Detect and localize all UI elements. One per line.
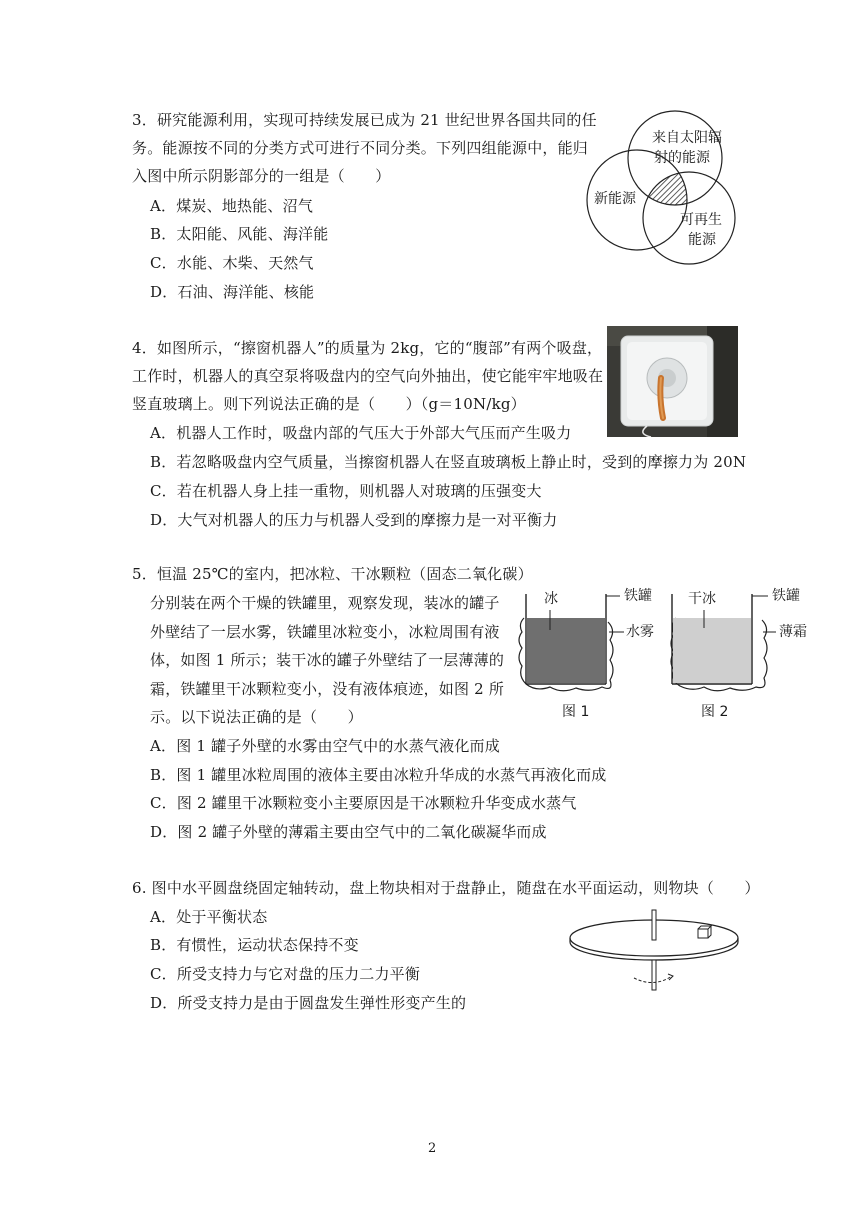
- fig1-can-label: 铁罐: [624, 588, 652, 604]
- q4-stem-line-2: 工作时，机器人的真空泵将吸盘内的空气向外抽出，使它能牢牢地吸在: [132, 367, 604, 385]
- venn-top-label-1: 来自太阳辐: [652, 130, 722, 146]
- fig2-dryice-label: 干冰: [688, 591, 716, 607]
- fig1-mist-label: 水雾: [626, 624, 654, 640]
- q3-stem-line-1: 3．研究能源利用，实现可持续发展已成为 21 世纪世界各国共同的任: [132, 111, 597, 129]
- fig2-caption: 图 2: [701, 704, 729, 720]
- q4-option-a[interactable]: A．机器人工作时，吸盘内部的气压大于外部大气压而产生吸力: [150, 424, 572, 442]
- venn-right-label-1: 可再生: [680, 212, 722, 228]
- q5-stem-line-1: 5．恒温 25℃的室内，把冰粒、干冰颗粒（固态二氧化碳）: [132, 565, 533, 583]
- q5-stem-line-5: 霜，铁罐里干冰颗粒变小，没有液体痕迹，如图 2 所: [150, 680, 505, 698]
- q4-option-c[interactable]: C．若在机器人身上挂一重物，则机器人对玻璃的压强变大: [150, 482, 542, 500]
- q5-stem-line-3: 外壁结了一层水雾，铁罐里冰粒变小，冰粒周围有液: [150, 623, 500, 641]
- q6-option-d[interactable]: D．所受支持力是由于圆盘发生弹性形变产生的: [150, 994, 467, 1012]
- rotating-disk-diagram: [566, 904, 746, 998]
- q4-stem-line-1: 4．如图所示，“擦窗机器人”的质量为 2kg，它的“腹部”有两个吸盘，: [132, 339, 603, 357]
- q5-option-d[interactable]: D．图 2 罐子外壁的薄霜主要由空气中的二氧化碳凝华而成: [150, 823, 547, 841]
- window-robot-photo: [607, 326, 738, 437]
- venn-top-label-2: 射的能源: [654, 150, 710, 166]
- q3-option-d[interactable]: D．石油、海洋能、核能: [150, 283, 315, 301]
- rotation-arrow-icon: [668, 974, 673, 980]
- q3-option-c[interactable]: C．水能、木柴、天然气: [150, 254, 314, 272]
- q6-stem-line-1: 6. 图中水平圆盘绕固定轴转动，盘上物块相对于盘静止，随盘在水平面运动，则物块（ ）: [132, 879, 760, 897]
- q3-stem-line-3: 入图中所示阴影部分的一组是（ ）: [132, 167, 391, 185]
- q5-stem-line-6: 示。以下说法正确的是（ ）: [150, 708, 363, 726]
- q5-stem-line-4: 体，如图 1 所示；装干冰的罐子外壁结了一层薄薄的: [150, 651, 505, 669]
- q6-option-c[interactable]: C．所受支持力与它对盘的压力二力平衡: [150, 965, 421, 983]
- q3-option-b[interactable]: B．太阳能、风能、海洋能: [150, 225, 329, 243]
- venn-left-label: 新能源: [594, 191, 636, 207]
- q3-option-a[interactable]: A．煤炭、地热能、沼气: [150, 197, 314, 215]
- q4-option-d[interactable]: D．大气对机器人的压力与机器人受到的摩擦力是一对平衡力: [150, 511, 558, 529]
- q4-option-b[interactable]: B．若忽略吸盘内空气质量，当擦窗机器人在竖直玻璃板上静止时，受到的摩擦力为 20N: [150, 453, 747, 471]
- fig2-frost-label: 薄霜: [779, 624, 807, 640]
- fig1-ice-label: 冰: [544, 591, 558, 607]
- q5-option-b[interactable]: B．图 1 罐里冰粒周围的液体主要由冰粒升华成的水蒸气再液化而成: [150, 766, 607, 784]
- q5-stem-line-2: 分别装在两个干燥的铁罐里，观察发现，装冰的罐子: [150, 594, 500, 612]
- venn-right-label-2: 能源: [688, 232, 716, 248]
- fig2-can-label: 铁罐: [772, 588, 800, 604]
- fig1-caption: 图 1: [562, 704, 590, 720]
- q6-option-b[interactable]: B．有惯性，运动状态保持不变: [150, 936, 359, 954]
- q3-stem-line-2: 务。能源按不同的分类方式可进行不同分类。下列四组能源中，能归: [132, 139, 589, 157]
- q6-option-a[interactable]: A．处于平衡状态: [150, 908, 268, 926]
- page-number: 2: [428, 1141, 437, 1156]
- q5-option-c[interactable]: C．图 2 罐里干冰颗粒变小主要原因是干冰颗粒升华变成水蒸气: [150, 794, 577, 812]
- q5-option-a[interactable]: A．图 1 罐子外壁的水雾由空气中的水蒸气液化而成: [150, 737, 500, 755]
- q4-stem-line-3: 竖直玻璃上。则下列说法正确的是（ ）（g＝10N/kg）: [132, 395, 526, 413]
